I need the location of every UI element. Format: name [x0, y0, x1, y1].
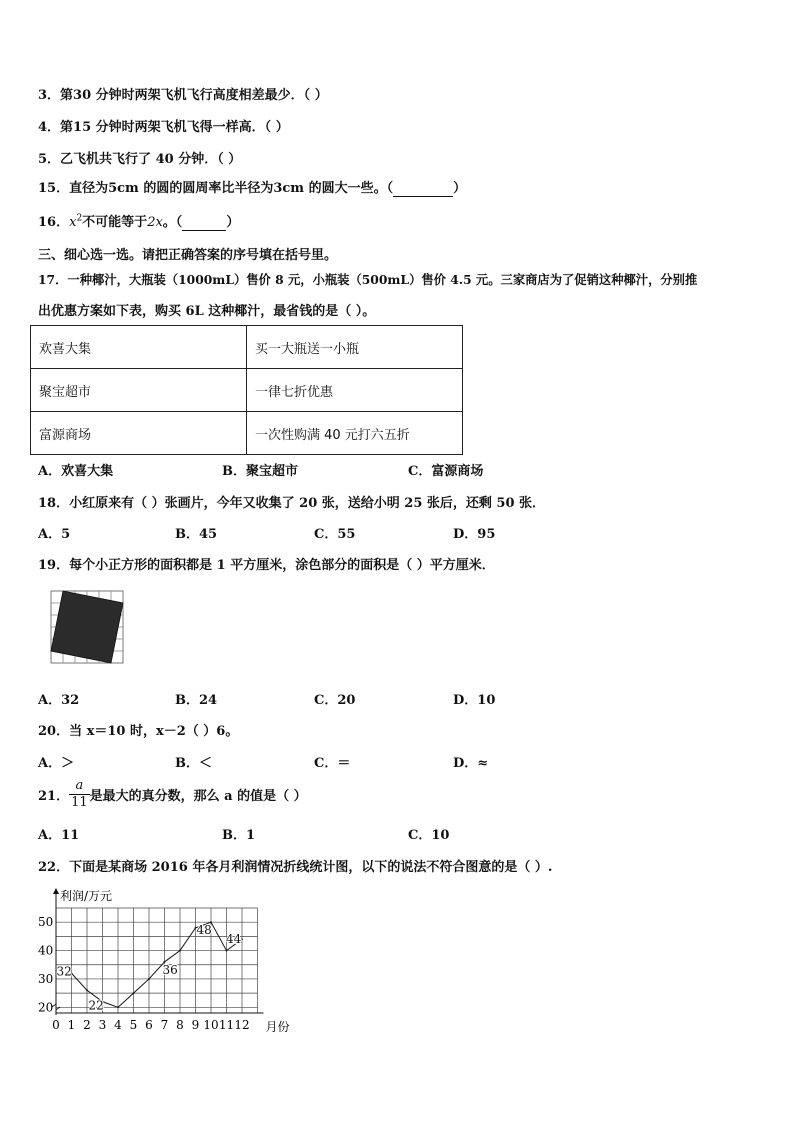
y-tick-label: 50 — [38, 915, 54, 930]
x-tick-label: 12 — [234, 1018, 250, 1032]
fraction — [69, 778, 90, 811]
table-cell: 买一大瓶送一小瓶 — [247, 326, 463, 369]
option-b[interactable]: B．45 — [175, 527, 218, 542]
data-label: 36 — [162, 962, 178, 977]
table-row — [31, 326, 463, 369]
question-15-text: 15．直径为5cm 的圆的圆周率比半径为3cm 的圆大一些。（ — [38, 181, 394, 196]
question-21: 21． $\frac{a}{11}$ 是最大的真分数，那么 a 的值是（ ） — [38, 778, 307, 810]
table-row — [31, 369, 463, 412]
option-c[interactable]: C．10 — [408, 828, 450, 843]
data-point — [117, 1006, 119, 1008]
question-16-text: 不可能等于 — [82, 215, 148, 230]
data-point — [241, 938, 243, 940]
question-17-line-2: 出优惠方案如下表，购买 6L 这种椰汁，最省钱的是（ ）。 — [38, 304, 376, 319]
option-a[interactable]: A．欢喜大集 — [38, 464, 114, 479]
question-16-open: 。（ — [162, 215, 183, 230]
option-b[interactable]: B．聚宝超市 — [222, 464, 298, 479]
table-cell: 一次性购满 40 元打六五折 — [247, 412, 463, 455]
question-16 — [38, 211, 239, 231]
x-tick-label: 2 — [83, 1018, 91, 1032]
y-tick-label: 20 — [38, 1000, 54, 1015]
x-tick-label: 9 — [191, 1018, 200, 1032]
math-exponent: 2 — [76, 213, 83, 224]
promotion-table — [30, 325, 463, 455]
option-b[interactable]: B．＜ — [175, 756, 212, 771]
y-axis-arrow — [53, 888, 59, 894]
data-label: 48 — [196, 922, 212, 937]
question-15 — [38, 177, 466, 197]
section-heading: 三、细心选一选。请把正确答案的序号填在括号里。 — [38, 248, 338, 263]
data-point — [148, 978, 150, 980]
question-3: 3．第30 分钟时两架飞机飞行高度相差最少．（ ） — [38, 88, 328, 103]
option-d[interactable]: D．10 — [453, 693, 496, 708]
data-point — [226, 950, 228, 952]
option-c[interactable]: C．富源商场 — [408, 464, 484, 479]
fraction-numerator: a — [69, 778, 90, 795]
option-d[interactable]: D．≈ — [453, 756, 489, 771]
x-tick-label: 10 — [203, 1018, 219, 1032]
x-axis-label: 月份 — [265, 1020, 290, 1034]
y-axis-label: 利润/万元 — [60, 889, 113, 903]
question-22: 22．下面是某商场 2016 年各月利润情况折线统计图，以下的说法不符合图意的是（ ）. — [38, 860, 553, 875]
x-tick-label: 1 — [67, 1018, 76, 1032]
answer-blank — [393, 181, 453, 197]
fraction-denominator: 11 — [71, 795, 88, 810]
data-point — [86, 989, 88, 991]
shaded-square — [51, 591, 123, 663]
table-cell: 一律七折优惠 — [247, 369, 463, 412]
option-d[interactable]: D．95 — [453, 527, 496, 542]
x-tick-label: 8 — [176, 1018, 184, 1032]
table-cell: 富源商场 — [31, 412, 247, 455]
option-a[interactable]: A．＞ — [38, 756, 75, 771]
x-tick-label: 5 — [129, 1018, 138, 1032]
option-b[interactable]: B．1 — [222, 828, 256, 843]
y-tick-label: 30 — [38, 971, 54, 986]
question-18: 18．小红原来有（ ）张画片，今年又收集了 20 张，送给小明 25 张后，还剩 50 张． — [38, 496, 546, 511]
x-tick-label: 3 — [98, 1018, 107, 1032]
option-c[interactable]: C．＝ — [314, 756, 351, 771]
table-cell: 欢喜大集 — [31, 326, 247, 369]
question-16-close: ） — [226, 215, 240, 230]
option-c[interactable]: C．55 — [314, 527, 356, 542]
table-row — [31, 412, 463, 455]
x-tick-label: 0 — [52, 1018, 60, 1032]
y-tick-label: 40 — [38, 943, 54, 958]
math-expression: 2x — [147, 215, 163, 230]
question-15-close: ） — [453, 181, 467, 196]
question-20: 20．当 x＝10 时，x－2（ ）6。 — [38, 724, 239, 739]
answer-blank — [182, 215, 226, 231]
profit-line-chart — [30, 882, 300, 1040]
math-variable: x — [69, 215, 77, 230]
data-point — [179, 950, 181, 952]
data-label: 32 — [56, 964, 72, 979]
grid-square-figure — [50, 590, 126, 666]
option-b[interactable]: B．24 — [175, 693, 218, 708]
question-16-number: 16． — [38, 215, 70, 230]
x-tick-label: 6 — [145, 1018, 153, 1032]
option-a[interactable]: A．5 — [38, 527, 71, 542]
option-a[interactable]: A．32 — [38, 693, 80, 708]
x-tick-label: 4 — [114, 1018, 122, 1032]
data-label: 44 — [226, 932, 242, 947]
table-cell: 聚宝超市 — [31, 369, 247, 412]
data-point — [133, 992, 135, 994]
option-a[interactable]: A．11 — [38, 828, 80, 843]
data-label: 22 — [88, 998, 104, 1013]
question-17-line-1: 17．一种椰汁，大瓶装（1000mL）售价 8 元，小瓶装（500mL）售价 4.5 元。三家商店为了促销这种椰汁，分别推 — [38, 272, 698, 287]
question-5: 5．乙飞机共飞行了 40 分钟．（ ） — [38, 152, 242, 167]
x-tick-label: 11 — [218, 1018, 235, 1032]
question-19: 19．每个小正方形的面积都是 1 平方厘米，涂色部分的面积是（ ）平方厘米． — [38, 558, 495, 573]
option-c[interactable]: C．20 — [314, 693, 356, 708]
question-4: 4．第15 分钟时两架飞机飞得一样高．（ ） — [38, 120, 289, 135]
question-21-text: 是最大的真分数，那么 a 的值是（ ） — [89, 789, 307, 804]
x-tick-label: 7 — [160, 1018, 169, 1032]
